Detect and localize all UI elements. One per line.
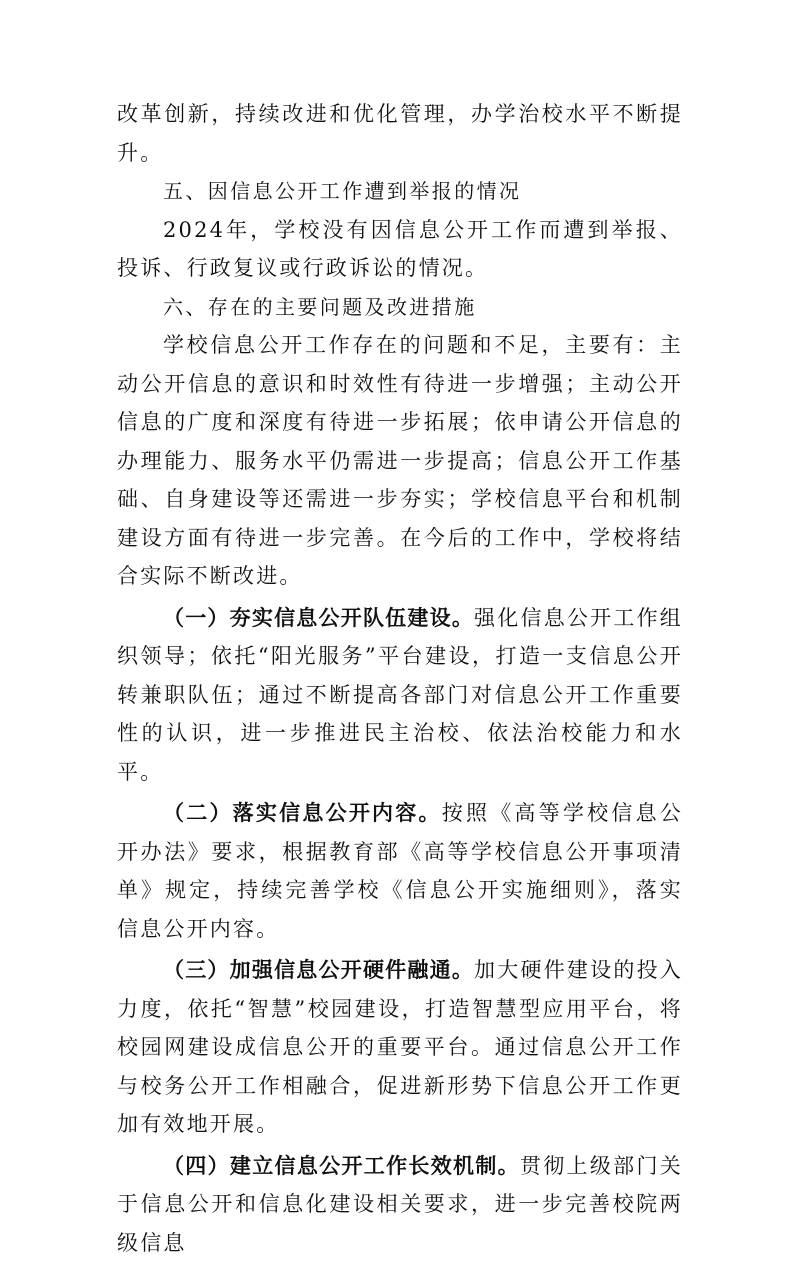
measure-3 <box>117 951 683 1144</box>
document-body <box>117 95 683 1262</box>
measure-1 <box>117 599 683 792</box>
measure-4 <box>117 1147 683 1262</box>
measure-2-body: 按照《高等学校信息公开办法》要求，根据教育部《高等学校信息公开事项清单》规定，持续完善学校《信息公开实施细则》，落实信息公开内容。 <box>117 801 683 941</box>
paragraph-continuation: 改革创新，持续改进和优化管理，办学治校水平不断提升。 <box>117 95 683 172</box>
paragraph-report-status: 2024年，学校没有因信息公开工作而遭到举报、投诉、行政复议或行政诉讼的情况。 <box>117 211 683 288</box>
measure-2 <box>117 794 683 948</box>
paragraph-problems: 学校信息公开工作存在的问题和不足，主要有：主动公开信息的意识和时效性有待进一步增强；主动公开信息的广度和深度有待进一步拓展；依申请公开信息的办理能力、服务水平仍需进一步提高；信息公开工作基础、自身建设等还需进一步夯实；学校信息平台和机制建设方面有待进一步完善。在今后的工作中，学校将结合实际不断改进。 <box>117 326 683 596</box>
measure-4-title: （四）建立信息公开工作长效机制。 <box>163 1154 520 1178</box>
measure-4-body: 贯彻上级部门关于信息公开和信息化建设相关要求，进一步完善校院两级信息 <box>117 1154 683 1255</box>
measure-1-title: （一）夯实信息公开队伍建设。 <box>163 606 474 630</box>
section-heading-5: 五、因信息公开工作遭到举报的情况 <box>117 172 683 211</box>
section-heading-6: 六、存在的主要问题及改进措施 <box>117 288 683 327</box>
measure-3-title: （三）加强信息公开硬件融通。 <box>163 958 474 982</box>
measure-2-title: （二）落实信息公开内容。 <box>163 801 442 825</box>
measure-1-body: 强化信息公开工作组织领导；依托“阳光服务”平台建设，打造一支信息公开转兼职队伍；通过不断提高各部门对信息公开工作重要性的认识，进一步推进民主治校、依法治校能力和水平。 <box>117 606 683 784</box>
measure-3-body: 加大硬件建设的投入力度，依托“智慧”校园建设，打造智慧型应用平台，将校园网建设成信息公开的重要平台。通过信息公开工作与校务公开工作相融合，促进新形势下信息公开工作更加有效地开展。 <box>117 958 683 1136</box>
